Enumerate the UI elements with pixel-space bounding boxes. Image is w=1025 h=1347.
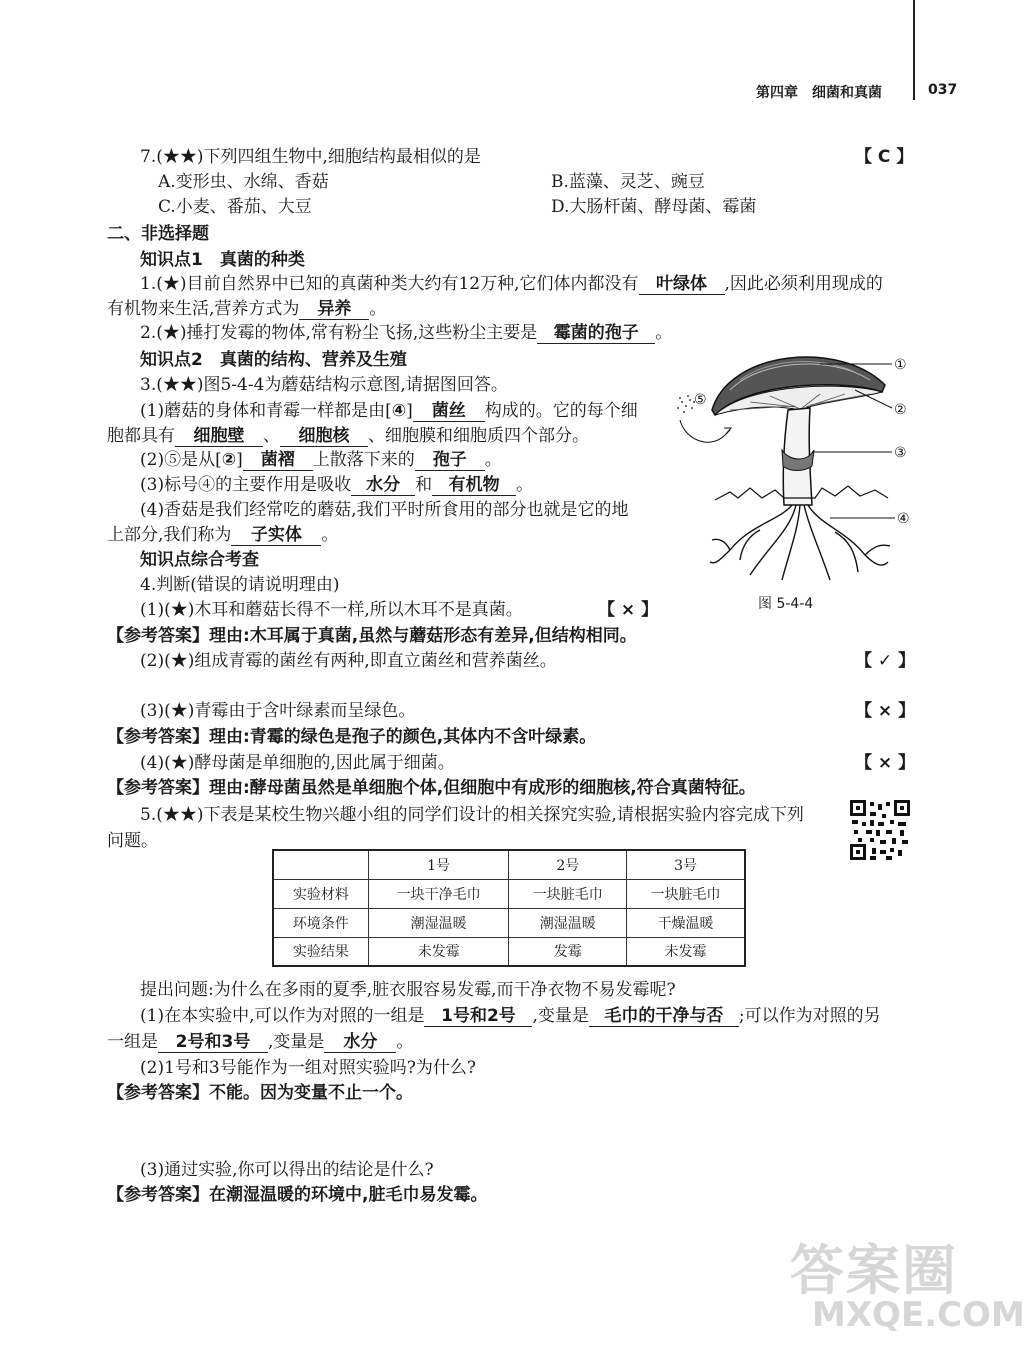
q3-3-text-b: 和 xyxy=(415,475,433,495)
table-cell: 一块脏毛巾 xyxy=(627,879,745,908)
q5-1-text-b: ,变量是 xyxy=(532,1006,589,1026)
q5-1-text-f: 。 xyxy=(396,1032,414,1052)
label-1: ① xyxy=(894,357,907,373)
kp3-title: 知识点综合考查 xyxy=(140,550,259,570)
table-header-cell xyxy=(273,850,368,879)
q1-text-b: ,因此必须利用现成的 xyxy=(724,274,883,294)
j4-mark: 【 × 】 xyxy=(855,753,916,773)
j1-mark: 【 × 】 xyxy=(598,600,659,620)
q3-1-comma: 、 xyxy=(263,426,280,446)
q5-1-text-a: (1)在本实验中,可以作为对照的一组是 xyxy=(140,1006,425,1026)
q2-answer: 霉菌的孢子 xyxy=(537,318,655,344)
table-header-cell: 1号 xyxy=(368,850,509,879)
spores xyxy=(677,395,695,413)
q5-1-text-d: 一组是 xyxy=(107,1032,158,1052)
q3-1-answer-hypha: 菌丝 xyxy=(413,396,485,422)
q1-answer-chlorophyll: 叶绿体 xyxy=(639,269,725,295)
table-cell: 一块干净毛巾 xyxy=(368,879,509,908)
q1-answer-heterotroph: 异养 xyxy=(299,294,369,320)
q7-option-c: C.小麦、番茄、大豆 xyxy=(158,197,312,217)
j2-text: (2)(★)组成青霉的菌丝有两种,即直立菌丝和营养菌丝。 xyxy=(140,651,557,671)
q3-1-number: ④ xyxy=(391,401,407,421)
q2-text-a: 2.(★)捶打发霉的物体,常有粉尘飞扬,这些粉尘主要是 xyxy=(140,323,538,343)
table-header-row xyxy=(273,850,745,879)
q3-1-text-a: (1)蘑菇的身体和青霉一样都是由[ xyxy=(140,401,392,421)
q3-2-answer-spore: 孢子 xyxy=(415,445,485,471)
q3-1-line2 xyxy=(107,421,589,447)
q3-1-answer-nucleus: 细胞核 xyxy=(280,421,368,447)
q3-1-bracket: ] xyxy=(406,401,413,421)
j2-mark: 【 ✓ 】 xyxy=(855,651,916,671)
q1-text-d: 。 xyxy=(369,299,387,319)
kp2-title: 知识点2 真菌的结构、营养及生殖 xyxy=(140,350,407,370)
q3-4-answer-fruitbody: 子实体 xyxy=(231,520,321,546)
mushroom-diagram xyxy=(670,340,920,590)
q5-stem-line1: 5.(★★)下表是某校生物兴趣小组的同学们设计的相关探究实验,请根据实验内容完成下列 xyxy=(140,805,804,825)
q5-1-answer-group1: 1号和2号 xyxy=(424,1001,532,1027)
q3-3-text-c: 。 xyxy=(516,475,534,495)
q3-3-answer-organic: 有机物 xyxy=(432,470,516,496)
q5-stem-line2: 问题。 xyxy=(107,831,158,851)
q5-1-answer-group2: 2号和3号 xyxy=(158,1027,268,1053)
table-cell: 干燥温暖 xyxy=(627,908,745,937)
label-5: ⑤ xyxy=(694,392,707,408)
q2-text-b: 。 xyxy=(655,323,673,343)
q4-stem: 4.判断(错误的请说明理由) xyxy=(140,575,340,595)
table-row xyxy=(273,908,745,937)
j1-text: (1)(★)木耳和蘑菇长得不一样,所以木耳不是真菌。 xyxy=(140,600,523,620)
q3-1-text-f: 、细胞膜和细胞质四个部分。 xyxy=(368,426,589,446)
table-cell: 实验材料 xyxy=(273,879,368,908)
q5-2-reference: 【参考答案】不能。因为变量不止一个。 xyxy=(107,1083,413,1103)
j3-mark: 【 × 】 xyxy=(855,701,916,721)
q3-1-line1 xyxy=(140,396,638,422)
kp1-q1-line1 xyxy=(140,269,883,295)
table-header-cell: 3号 xyxy=(627,850,745,879)
experiment-table xyxy=(272,849,746,967)
qr-code-icon xyxy=(850,800,910,860)
q7-option-a: A.变形虫、水绵、香菇 xyxy=(158,172,329,192)
table-cell: 潮湿温暖 xyxy=(368,908,509,937)
watermark-url: MXQE.COM xyxy=(812,1295,1025,1335)
q3-3 xyxy=(140,470,533,496)
table-cell: 发霉 xyxy=(509,937,627,966)
table-cell: 实验结果 xyxy=(273,937,368,966)
table-row xyxy=(273,937,745,966)
j3-reference: 【参考答案】理由:青霉的绿色是孢子的颜色,其体内不含叶绿素。 xyxy=(107,727,597,747)
kp1-title: 知识点1 真菌的种类 xyxy=(140,250,305,270)
q5-1-text-c: ;可以作为对照的另 xyxy=(738,1006,881,1026)
q5-1-text-e: ,变量是 xyxy=(268,1032,325,1052)
q3-4-line2 xyxy=(107,520,338,546)
section-title: 二、非选择题 xyxy=(107,224,209,244)
label-2: ② xyxy=(894,402,907,418)
table-cell: 潮湿温暖 xyxy=(509,908,627,937)
q5-1-line2 xyxy=(107,1027,413,1053)
mycelium xyxy=(710,505,890,580)
q3-2-number: ② xyxy=(221,450,237,470)
q5-2-text: (2)1号和3号能作为一组对照实验吗?为什么? xyxy=(140,1058,476,1078)
q3-2-text-a: (2)⑤是从[ xyxy=(140,450,222,470)
q3-2-text-c: 上散落下来的 xyxy=(312,450,415,470)
q1-text-a: 1.(★)目前自然界中已知的真菌种类大约有12万种,它们体内都没有 xyxy=(140,274,639,294)
j1-reference: 【参考答案】理由:木耳属于真菌,虽然与蘑菇形态有差异,但结构相同。 xyxy=(107,626,637,646)
q5-problem: 提出问题:为什么在多雨的夏季,脏衣服容易发霉,而干净衣物不易发霉呢? xyxy=(140,980,676,1000)
q3-1-text-d: 胞都具有 xyxy=(107,426,175,446)
table-header-cell: 2号 xyxy=(509,850,627,879)
q3-4-text-c: 。 xyxy=(321,525,339,545)
q7-option-b: B.蓝藻、灵芝、豌豆 xyxy=(551,172,705,192)
q7-answer: 【 C 】 xyxy=(855,147,914,167)
q7-option-d: D.大肠杆菌、酵母菌、霉菌 xyxy=(551,197,757,217)
q3-4-text-b: 上部分,我们称为 xyxy=(107,525,232,545)
q7-stem: 7.(★★)下列四组生物中,细胞结构最相似的是 xyxy=(140,147,481,167)
q5-3-reference: 【参考答案】在潮湿温暖的环境中,脏毛巾易发霉。 xyxy=(107,1185,488,1205)
label-4: ④ xyxy=(897,511,910,527)
table-cell: 一块脏毛巾 xyxy=(509,879,627,908)
kp1-q1-line2 xyxy=(107,294,386,320)
figure-caption: 图 5-4-4 xyxy=(758,596,814,612)
q3-2-text-d: 。 xyxy=(484,450,502,470)
table-row xyxy=(273,879,745,908)
j4-text: (4)(★)酵母菌是单细胞的,因此属于细菌。 xyxy=(140,753,455,773)
table-cell: 未发霉 xyxy=(368,937,509,966)
q3-1-answer-cellwall: 细胞壁 xyxy=(175,421,263,447)
label-3: ③ xyxy=(894,445,907,461)
q1-text-c: 有机物来生活,营养方式为 xyxy=(107,299,300,319)
q3-3-answer-water: 水分 xyxy=(351,470,415,496)
q5-1-answer-variable2: 水分 xyxy=(324,1027,396,1053)
q3-stem: 3.(★★)图5-4-4为蘑菇结构示意图,请据图回答。 xyxy=(140,375,508,395)
q5-1-answer-variable1: 毛巾的干净与否 xyxy=(589,1001,739,1027)
kp1-q2 xyxy=(140,318,672,344)
header-rule xyxy=(913,0,915,100)
q3-4-line1: (4)香菇是我们经常吃的蘑菇,我们平时所食用的部分也就是它的地 xyxy=(140,500,629,520)
j3-text: (3)(★)青霉由于含叶绿素而呈绿色。 xyxy=(140,701,416,721)
chapter-title: 第四章 细菌和真菌 xyxy=(756,85,882,101)
page-number: 037 xyxy=(928,82,958,98)
q3-2-answer-gill: 菌褶 xyxy=(243,445,313,471)
q3-2-bracket: ] xyxy=(236,450,243,470)
q3-2 xyxy=(140,445,502,471)
q5-3-text: (3)通过实验,你可以得出的结论是什么? xyxy=(140,1160,434,1180)
j4-reference: 【参考答案】理由:酵母菌虽然是单细胞个体,但细胞中有成形的细胞核,符合真菌特征。 xyxy=(107,778,756,798)
table-cell: 未发霉 xyxy=(627,937,745,966)
q3-3-text-a: (3)标号④的主要作用是吸收 xyxy=(140,475,352,495)
table-cell: 环境条件 xyxy=(273,908,368,937)
watermark-logo: 答案圈 xyxy=(790,1239,958,1302)
q5-1-line1 xyxy=(140,1001,881,1027)
q3-1-text-c: 构成的。它的每个细 xyxy=(484,401,638,421)
